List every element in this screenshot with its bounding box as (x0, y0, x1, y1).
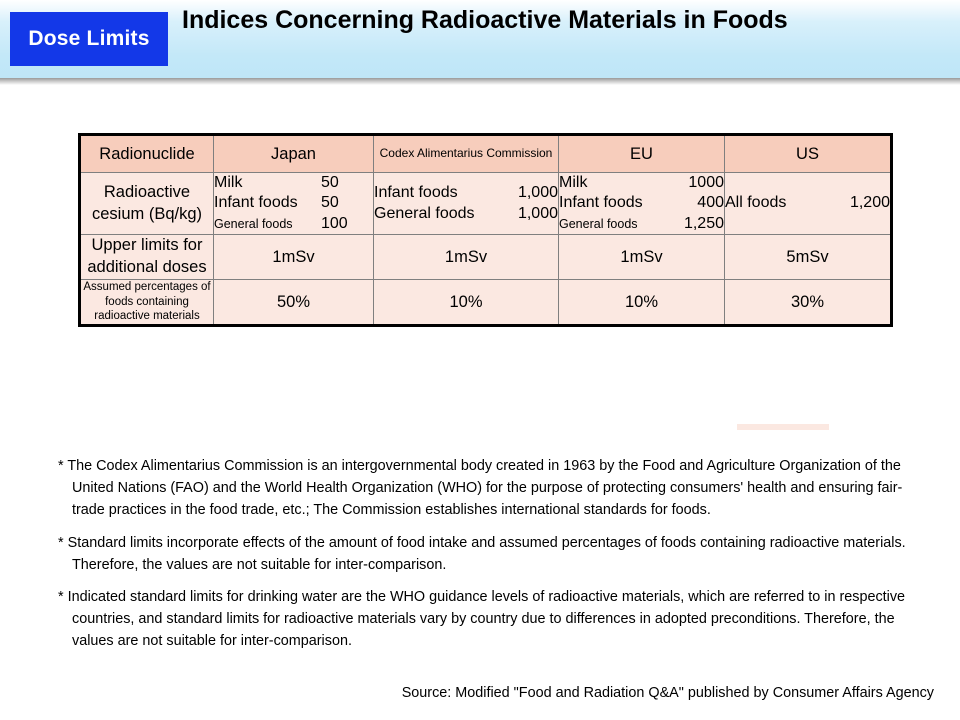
pair-value: 50 (321, 194, 339, 212)
pair-row (374, 183, 558, 203)
footnote-standard-limits: * Standard limits incorporate effects of the amount of food intake and assumed percentages of foods containing radioactive materials. Therefore, the values are not suitable for inter-comparison. (58, 534, 906, 573)
pair-value: 50 (321, 174, 339, 191)
pair-value: 1,200 (849, 194, 890, 212)
pair-row (559, 193, 724, 213)
table-underline-artifact (737, 424, 829, 430)
cell-codex-cesium (374, 173, 559, 235)
pair-label: All foods (725, 194, 787, 212)
cell-japan-assumed-percentage: 50% (214, 279, 374, 325)
column-header-eu: EU (559, 135, 725, 173)
pair-list (559, 173, 724, 234)
table-row (80, 173, 892, 235)
pair-label: General foods (214, 216, 293, 231)
table-body (80, 173, 892, 326)
row-label-assumed-percentages: Assumed percentages of foods containing radioactive materials (80, 279, 214, 325)
table-row (80, 279, 892, 325)
footnotes (58, 456, 934, 701)
table-row (80, 235, 892, 280)
cell-us-cesium (725, 173, 892, 235)
footnote-codex: * The Codex Alimentarius Commission is an intergovernmental body created in 1963 by the Food and Agriculture Organization of the United Nations (FAO) and the World Health Organization (WHO) for the purpose of protecting consumers' health and ensuring fair-trade practices in the food trade, etc.; The Commission establishes international standards for foods. (58, 458, 903, 518)
pair-label: General foods (559, 216, 638, 231)
pair-value: 100 (321, 214, 348, 232)
pair-label: Infant foods (214, 194, 298, 212)
pair-row (214, 173, 373, 193)
cell-japan-upper-limit: 1mSv (214, 235, 374, 280)
cell-us-assumed-percentage: 30% (725, 279, 892, 325)
pair-row (559, 173, 724, 193)
footnote-drinking-water: * Indicated standard limits for drinking water are the WHO guidance levels of radioactive materials, which are referred to in respective countries, and standard limits for radioactive materials vary by country due to differences in adopted preconditions. Therefore, the values are not suitable for inter-comparison. (58, 589, 906, 650)
header-banner-shadow (0, 78, 960, 85)
cell-eu-cesium (559, 173, 725, 235)
dose-limits-badge: Dose Limits (10, 12, 168, 66)
cell-us-upper-limit: 5mSv (725, 235, 892, 280)
pair-row (214, 214, 373, 234)
page-title: Indices Concerning Radioactive Materials in Foods (182, 6, 788, 34)
cell-japan-cesium (214, 173, 374, 235)
row-label-upper-limits: Upper limits for additional doses (80, 235, 214, 280)
pair-value: 1000 (688, 174, 724, 191)
pair-row (559, 214, 724, 234)
pair-list (374, 183, 558, 224)
column-header-radionuclide: Radionuclide (80, 135, 214, 173)
pair-value: 1,000 (517, 204, 558, 222)
pair-label: Infant foods (374, 184, 458, 202)
row-label-radioactive-cesium: Radioactive cesium (Bq/kg) (80, 173, 214, 235)
column-header-japan: Japan (214, 135, 374, 173)
column-header-us: US (725, 135, 892, 173)
pair-list (725, 193, 890, 213)
pair-row (214, 193, 373, 213)
pair-value: 1,000 (517, 184, 558, 202)
limits-table-container (78, 133, 893, 327)
pair-list (214, 173, 373, 234)
pair-value: 400 (697, 194, 724, 212)
table-header-row (80, 135, 892, 173)
cell-codex-assumed-percentage: 10% (374, 279, 559, 325)
source-line: Source: Modified "Food and Radiation Q&A" published by Consumer Affairs Agency (401, 685, 934, 701)
pair-label: General foods (374, 204, 475, 222)
pair-row (374, 204, 558, 224)
column-header-codex: Codex Alimentarius Commission (374, 135, 559, 173)
pair-label: Infant foods (559, 194, 643, 212)
pair-row (725, 193, 890, 213)
cell-eu-assumed-percentage: 10% (559, 279, 725, 325)
pair-label: Milk (214, 174, 243, 191)
cell-codex-upper-limit: 1mSv (374, 235, 559, 280)
pair-value: 1,250 (683, 214, 724, 232)
radioactive-limits-table (78, 133, 893, 327)
pair-label: Milk (559, 174, 588, 191)
cell-eu-upper-limit: 1mSv (559, 235, 725, 280)
table-head (80, 135, 892, 173)
